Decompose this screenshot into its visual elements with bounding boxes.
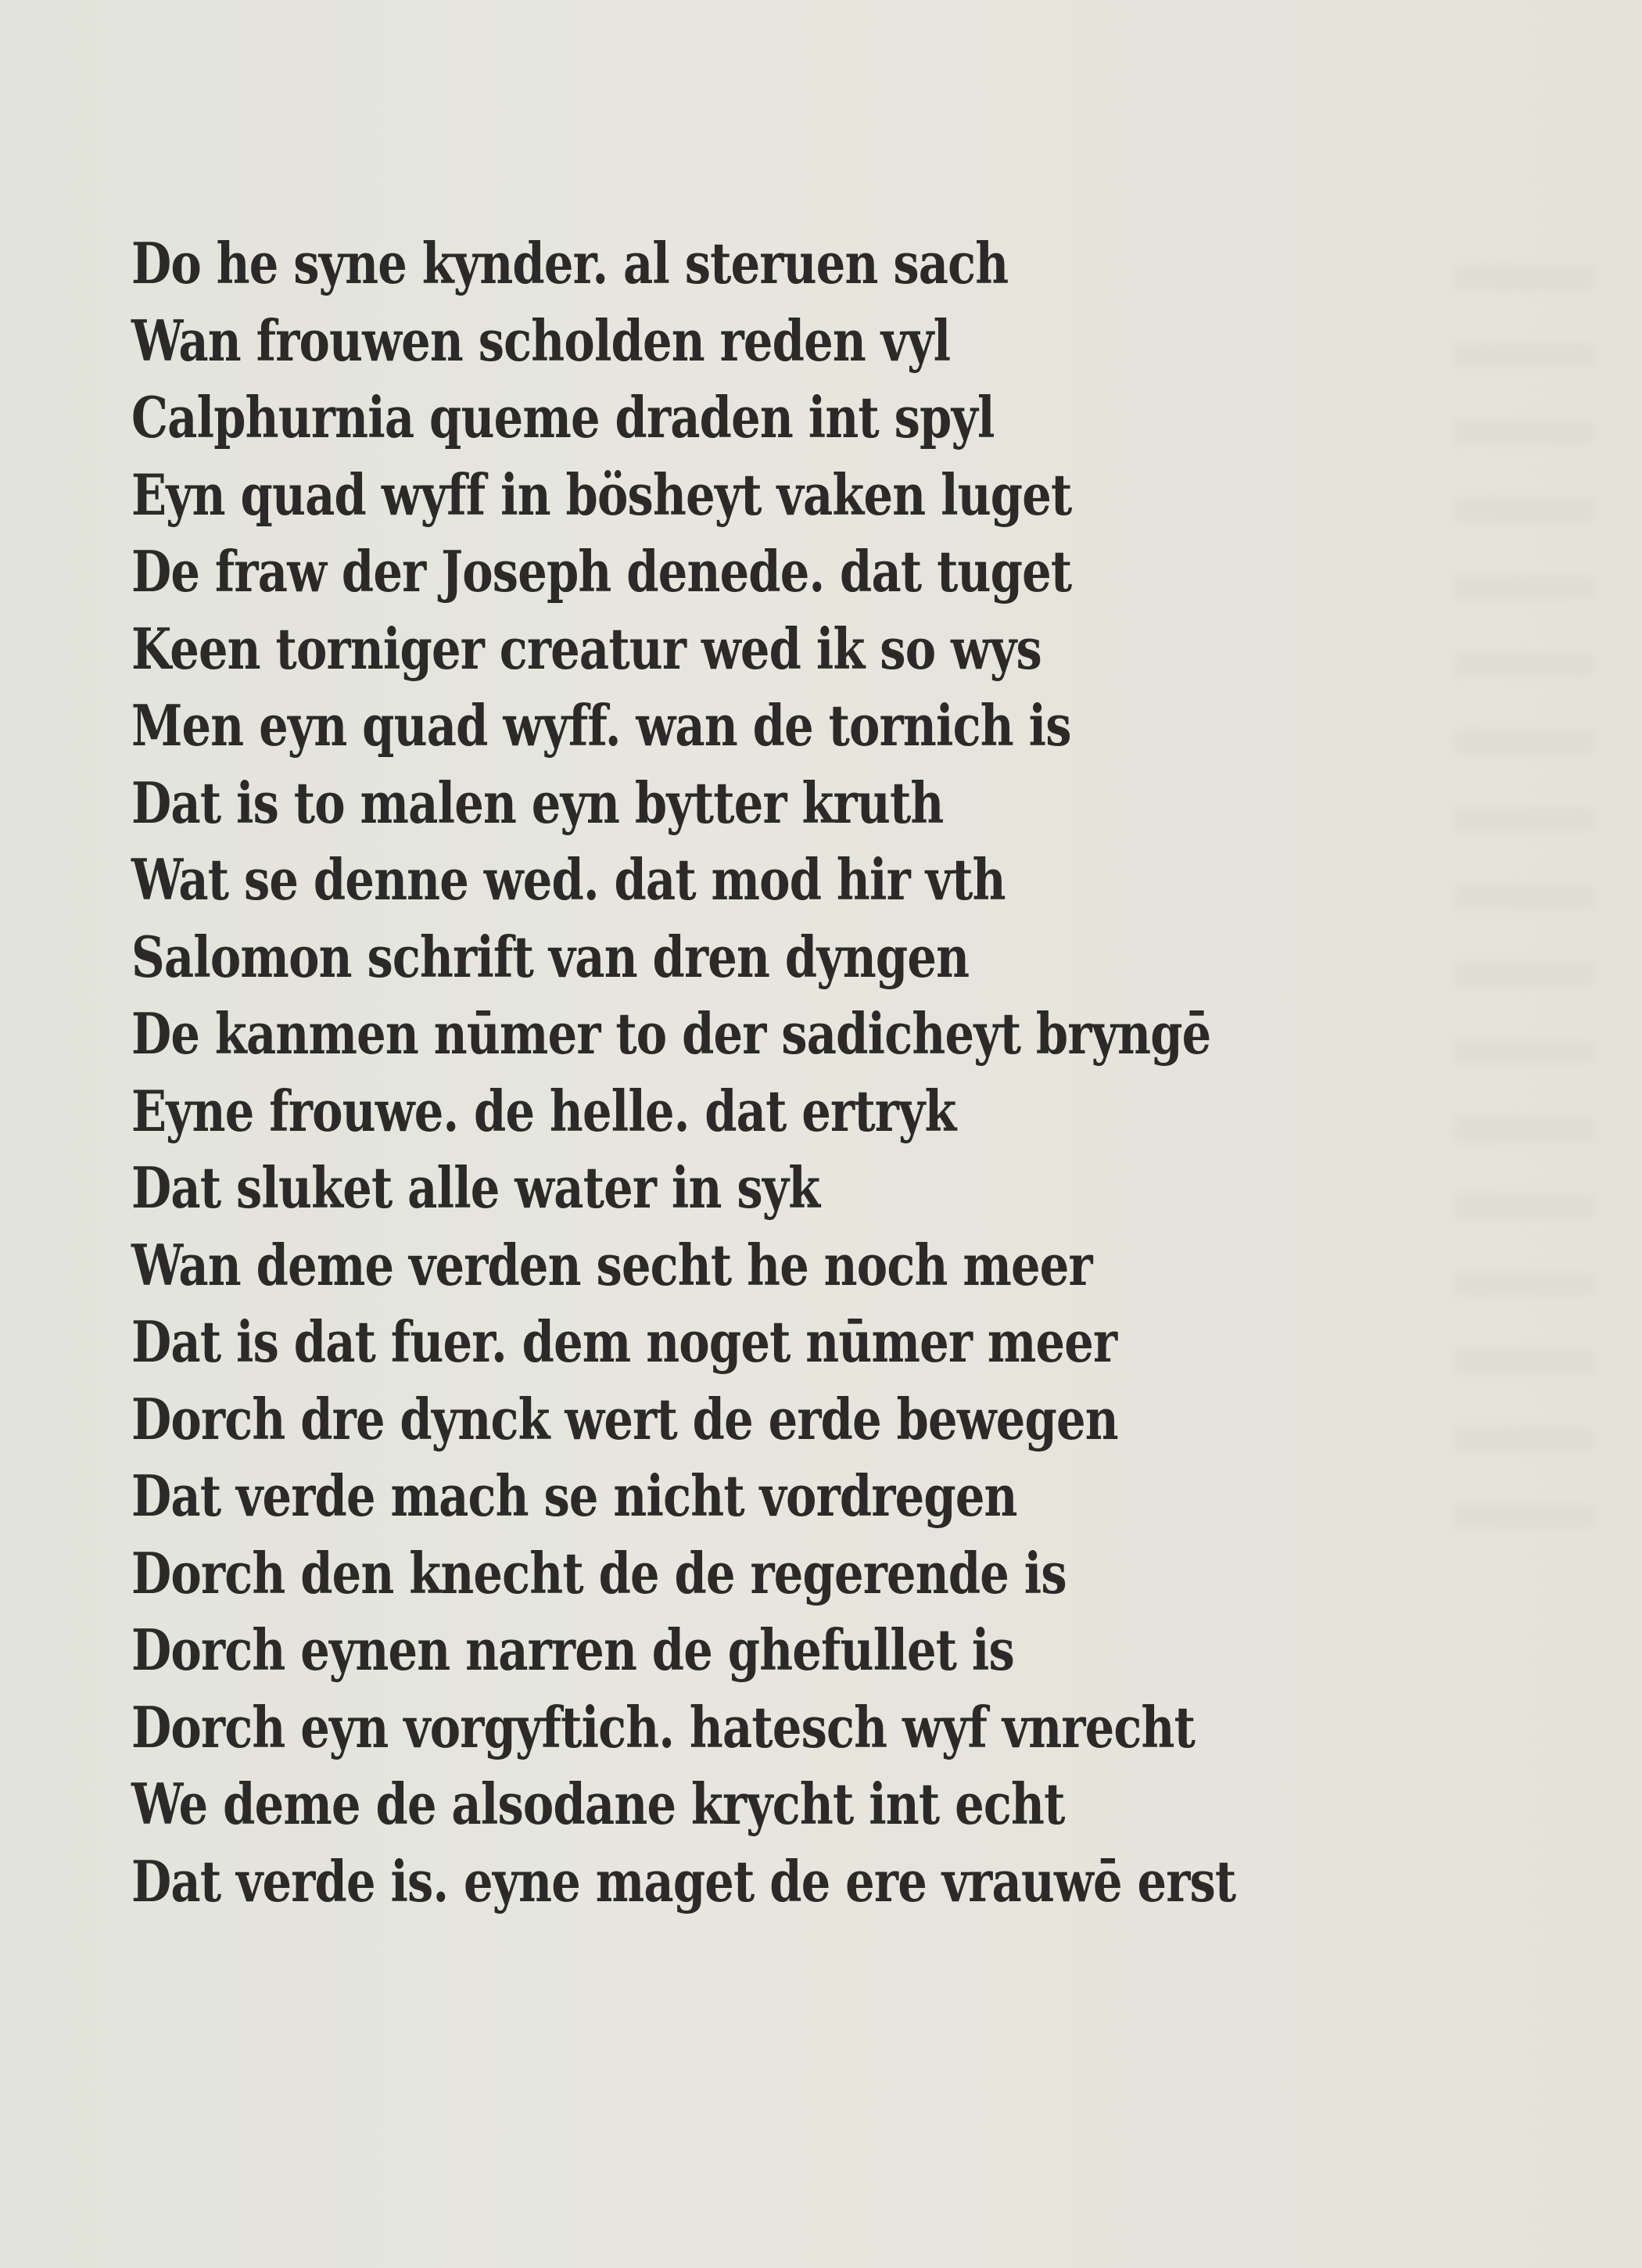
verse-line: De fraw der Joseph denede. dat tuget <box>131 538 1072 605</box>
verse-line: Eyn quad wyff in bösheyt vaken luget <box>131 461 1072 528</box>
verse-line: Salomon schrift van dren dyngen <box>131 923 970 990</box>
verse-line: Wat se denne wed. dat mod hir vth <box>131 846 1006 913</box>
verse-line: Dorch eyn vorgyftich. hatesch wyf vnrecht <box>131 1693 1196 1760</box>
verse-line: De kanmen nūmer to der sadicheyt bryngē <box>131 1000 1211 1067</box>
verse-line: Dat verde is. eyne maget de ere vrauwē erst <box>131 1847 1236 1915</box>
verse-line: Dorch dre dynck wert de erde bewegen <box>131 1385 1118 1452</box>
verse-line: Calphurnia queme draden int spyl <box>131 384 995 450</box>
verse-text-block <box>131 225 1539 1920</box>
verse-line: Dorch eynen narren de ghefullet is <box>131 1617 1014 1683</box>
verse-line: Wan deme verden secht he noch meer <box>131 1231 1092 1298</box>
verse-line: Wan frouwen scholden reden vyl <box>131 307 951 374</box>
verse-line: Dat is to malen eyn bytter kruth <box>131 769 944 836</box>
verse-line: Keen torniger creatur wed ik so wys <box>131 615 1041 682</box>
verse-line: Dat verde mach se nicht vordregen <box>131 1462 1017 1529</box>
verse-line: Eyne frouwe. de helle. dat ertryk <box>131 1077 956 1144</box>
verse-line: Dat is dat fuer. dem noget nūmer meer <box>131 1308 1117 1375</box>
verse-line: Dorch den knecht de de regerende is <box>131 1539 1067 1606</box>
verse-line: Do he syne kynder. al steruen sach <box>131 230 1009 296</box>
verse-line: Men eyn quad wyff. wan de tornich is <box>131 692 1071 759</box>
verse-line: Dat sluket alle water in syk <box>131 1154 820 1221</box>
verse-line: We deme de alsodane krycht int echt <box>131 1771 1065 1837</box>
